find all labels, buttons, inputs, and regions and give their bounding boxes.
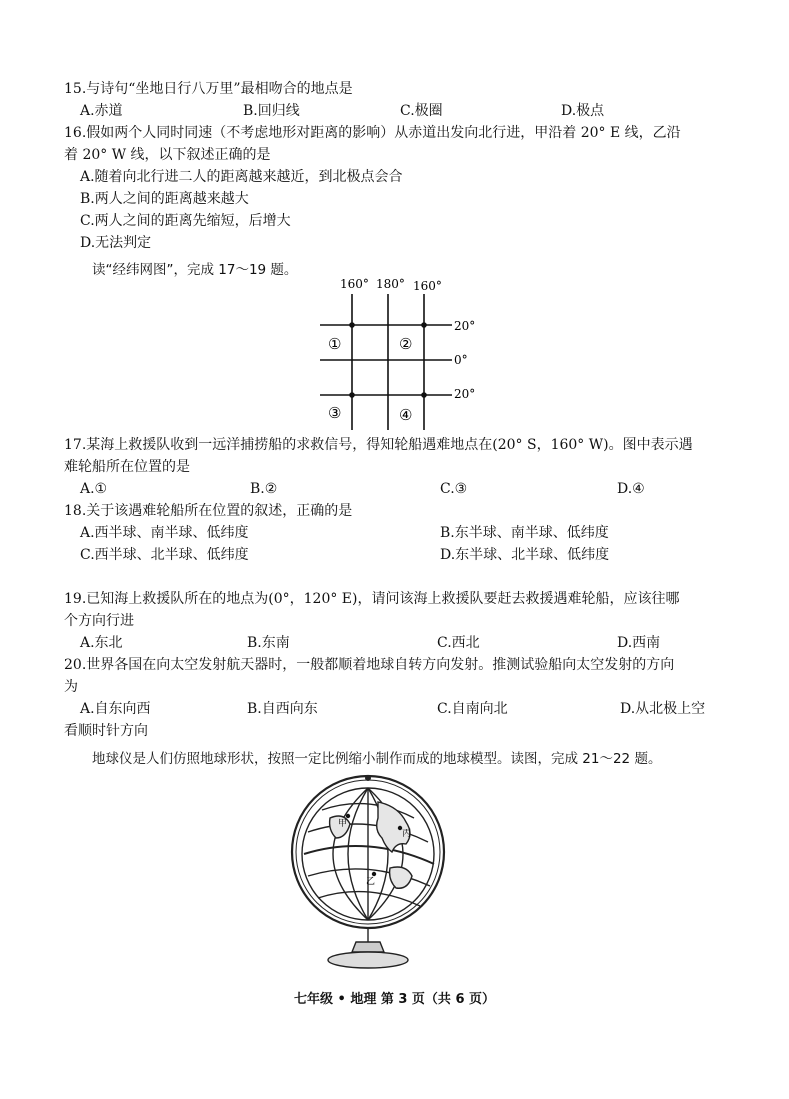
grid-point-2 [421,322,427,328]
read-grid-instruction: 读“经纬网图”，完成 17～19 题。 [92,262,298,278]
q17-option-c: C.③ [440,481,468,497]
q20-stem-line2: 为 [64,679,78,695]
q20-option-d-continued: 看顺时针方向 [64,723,148,739]
q17-option-a: A.① [80,481,108,497]
q17-option-b: B.② [250,481,278,497]
region-label-4: ④ [399,406,413,424]
q19-option-c: C.西北 [437,635,480,651]
q20-stem-line1: 20.世界各国在向太空发射航天器时，一般都顺着地球自转方向发射。推测试验船向太空发射的方向 [64,657,675,673]
region-label-1: ① [328,335,342,353]
grid-point-3 [349,392,355,398]
region-label-3: ③ [328,404,342,422]
lon-label-2: 180° [376,277,405,291]
q17-stem-line1: 17.某海上救援队收到一远洋捕捞船的求救信号，得知轮船遇难地点在(20° S，160° W)。图中表示遇 [64,437,693,453]
q16-option-a: A.随着向北行进二人的距离越来越近，到北极点会合 [80,169,403,185]
globe-mark-jia: 甲 [338,819,348,829]
globe-mark-bing: 丙 [402,829,412,839]
q19-stem-line2: 个方向行进 [64,613,134,629]
globe-mark-yi: 乙 [366,877,376,887]
q19-option-b: B.东南 [247,635,290,651]
lat-label-3: 20° [454,387,476,401]
q17-option-d: D.④ [617,481,645,497]
q16-stem-line2: 着 20° W 线，以下叙述正确的是 [64,147,271,163]
q18-option-b: B.东半球、南半球、低纬度 [440,525,609,541]
globe-point-1 [346,814,350,818]
lat-lon-grid-figure [300,272,500,432]
globe-figure [288,772,448,970]
q20-option-c: C.自南向北 [437,701,508,717]
lat-label-2: 0° [454,353,468,367]
q15-option-c: C.极圈 [400,103,443,119]
read-globe-instruction: 地球仪是人们仿照地球形状，按照一定比例缩小制作而成的地球模型。读图，完成 21～22 题。 [92,751,662,767]
q20-option-a: A.自东向西 [80,701,151,717]
region-label-2: ② [399,335,413,353]
q20-option-d: D.从北极上空 [620,701,706,717]
q18-stem: 18.关于该遇难轮船所在位置的叙述，正确的是 [64,503,353,519]
q15-stem: 15.与诗句“坐地日行八万里”最相吻合的地点是 [64,81,353,97]
globe-point-3 [372,872,376,876]
q17-stem-line2: 难轮船所在位置的是 [64,459,190,475]
page-footer: 七年级 • 地理 第 3 页（共 6 页） [293,992,496,1007]
q16-option-c: C.两人之间的距离先缩短，后增大 [80,213,291,229]
q18-option-a: A.西半球、南半球、低纬度 [80,525,249,541]
q20-option-b: B.自西向东 [247,701,318,717]
grid-point-1 [349,322,355,328]
grid-point-4 [421,392,427,398]
lon-label-3: 160° [413,279,442,293]
q19-option-d: D.西南 [617,635,661,651]
q18-option-d: D.东半球、北半球、低纬度 [440,547,610,563]
q19-option-a: A.东北 [80,635,123,651]
lon-label-1: 160° [340,277,369,291]
lat-label-1: 20° [454,319,476,333]
q16-option-d: D.无法判定 [80,235,152,251]
q16-option-b: B.两人之间的距离越来越大 [80,191,249,207]
q15-option-d: D.极点 [561,103,605,119]
q15-option-b: B.回归线 [243,103,300,119]
q19-stem-line1: 19.已知海上救援队所在的地点为(0°，120° E)，请问该海上救援队要赶去救援遇难轮船，应该往哪 [64,591,680,607]
q15-option-a: A.赤道 [80,103,123,119]
q18-option-c: C.西半球、北半球、低纬度 [80,547,249,563]
q16-stem-line1: 16.假如两个人同时同速（不考虑地形对距离的影响）从赤道出发向北行进，甲沿着 20° E 线，乙沿 [64,125,681,141]
